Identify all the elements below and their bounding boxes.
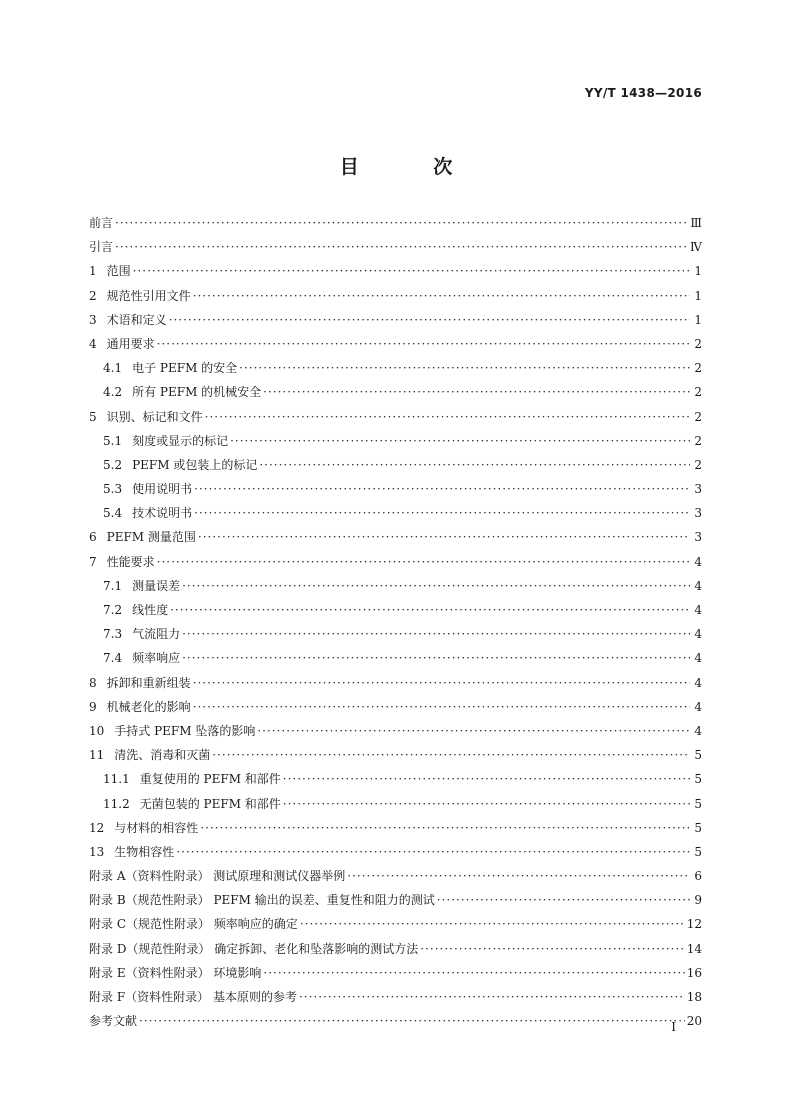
toc-entry[interactable] [89, 383, 702, 407]
toc-entry[interactable] [89, 214, 702, 238]
toc-entry[interactable] [89, 408, 702, 432]
toc-entry-label [89, 915, 298, 932]
toc-entry-number: 8 [89, 675, 97, 690]
toc-entry-text: 前言 [89, 216, 114, 230]
toc-entry-page: 5 [694, 748, 702, 763]
toc-entry-number: 9 [89, 699, 97, 714]
toc-entry-text: 附录 C（规范性附录） 频率响应的确定 [89, 917, 298, 932]
toc-entry-page: 2 [694, 336, 702, 351]
toc-entry-number: 7 [89, 554, 97, 569]
toc-entry-page: Ⅳ [690, 240, 702, 255]
toc-entry-text: 所有 PEFM 的机械安全 [132, 385, 262, 400]
toc-entry-page: 2 [694, 409, 702, 424]
toc-entry-page: 12 [686, 917, 702, 932]
dot-leader [420, 942, 684, 956]
toc-entry-label [89, 843, 174, 860]
toc-entry-number: 3 [89, 312, 97, 327]
toc-entry-page: 5 [694, 820, 702, 835]
toc-entry-page: 4 [694, 554, 702, 569]
dot-leader [157, 337, 690, 351]
dot-leader [263, 385, 690, 399]
toc-entry-label [89, 553, 155, 570]
toc-entry-label [89, 1012, 137, 1029]
toc-entry-text: 附录 F（资料性附录） 基本原则的参考 [89, 990, 297, 1004]
toc-entry-page: 3 [694, 530, 702, 545]
dot-leader [176, 845, 690, 859]
toc-entry-number: 13 [89, 844, 105, 859]
toc-entry-page: 1 [694, 264, 702, 279]
dot-leader [205, 410, 690, 424]
dot-leader [182, 627, 690, 641]
toc-entry-page: 6 [694, 869, 702, 884]
toc-entry[interactable] [89, 722, 702, 746]
toc-entry-label [89, 746, 210, 763]
toc-entry-number: 4 [89, 336, 97, 351]
toc-entry-page: 9 [694, 893, 702, 908]
toc-entry-page: 16 [686, 965, 702, 980]
toc-entry-text: 附录 A（资料性附录） 测试原理和测试仪器举例 [89, 869, 346, 884]
dot-leader [157, 555, 690, 569]
toc-entry-text: 生物相容性 [114, 844, 175, 859]
toc-entry-page: 4 [694, 675, 702, 690]
toc-entry-number: 4.1 [103, 361, 123, 376]
toc-entry-label [89, 988, 297, 1005]
toc-entry[interactable] [89, 311, 702, 335]
dot-leader [300, 917, 685, 931]
toc-entry-page: 3 [694, 482, 702, 497]
toc-entry[interactable] [89, 940, 702, 964]
toc-entry-label [89, 238, 113, 255]
toc-entry-label [89, 214, 113, 231]
toc-entry-label [103, 601, 168, 618]
toc-entry-label [89, 819, 198, 836]
toc-entry-page: 1 [694, 288, 702, 303]
toc-entry-page: 18 [686, 990, 702, 1004]
toc-entry[interactable] [89, 504, 702, 528]
toc-entry-text: 无菌包装的 PEFM 和部件 [139, 796, 281, 811]
toc-entry-text: 使用说明书 [132, 482, 193, 497]
toc-entry-label [103, 577, 180, 594]
toc-entry-page: 2 [694, 433, 702, 448]
toc-entry[interactable] [89, 915, 702, 939]
toc-entry-label [89, 528, 196, 545]
toc-entry[interactable] [89, 335, 702, 359]
page-number: I [671, 1020, 676, 1034]
toc-entry[interactable] [89, 480, 702, 504]
toc-entry-label [89, 408, 203, 425]
toc-entry[interactable] [89, 432, 702, 456]
dot-leader [230, 434, 690, 448]
toc-entry-label [103, 625, 180, 642]
toc-entry[interactable] [89, 262, 702, 286]
toc-entry-text: 术语和定义 [106, 312, 167, 327]
toc-entry-number: 5.2 [103, 457, 123, 472]
toc-entry[interactable] [89, 795, 702, 819]
toc-entry[interactable] [89, 770, 702, 794]
toc-entry-text: 范围 [106, 264, 131, 279]
toc-entry-page: 1 [694, 312, 702, 327]
toc-entry-page: 20 [686, 1014, 702, 1029]
toc-entry-text: 拆卸和重新组装 [106, 675, 191, 690]
toc-entry-page: 5 [694, 772, 702, 787]
toc-entry[interactable] [89, 553, 702, 577]
toc-entry-page: 2 [694, 361, 702, 376]
dot-leader [193, 676, 690, 690]
dot-leader [133, 264, 690, 278]
toc-entry-number: 11.1 [103, 772, 130, 787]
toc-entry[interactable] [89, 601, 702, 625]
toc-entry-label [89, 335, 155, 352]
toc-entry-page: 14 [686, 941, 702, 956]
dot-leader [239, 361, 690, 375]
toc-entry-page: 4 [694, 699, 702, 714]
toc-entry-number: 11 [89, 748, 105, 763]
toc-entry-text: 通用要求 [106, 336, 155, 351]
toc-entry-text: 测量误差 [132, 578, 181, 593]
toc-entry-number: 7.3 [103, 627, 123, 642]
toc-entry-text: 参考文献 [89, 1014, 138, 1029]
toc-entry[interactable] [89, 746, 702, 770]
toc-entry-label [89, 698, 191, 715]
toc-entry-label [89, 262, 131, 279]
dot-leader [437, 893, 690, 907]
toc-entry[interactable] [89, 456, 702, 480]
dot-leader [115, 216, 688, 230]
toc-entry-label [103, 359, 237, 376]
toc-entry-label [89, 867, 345, 884]
page-title: 目 次 [339, 156, 487, 178]
toc-entry-text: 附录 B（规范性附录） PEFM 输出的误差、重复性和阻力的测试 [89, 893, 435, 908]
toc-entry[interactable] [89, 528, 702, 552]
dot-leader [182, 651, 690, 665]
dot-leader [198, 530, 690, 544]
dot-leader [193, 289, 690, 303]
dot-leader [169, 313, 690, 327]
toc-entry-number: 5.1 [103, 433, 123, 448]
toc-entry-label [103, 383, 261, 400]
toc-entry[interactable] [89, 625, 702, 649]
toc-entry-number: 4.2 [103, 385, 123, 400]
toc-entry-text: 手持式 PEFM 坠落的影响 [114, 723, 256, 738]
toc-entry-page: Ⅲ [690, 216, 702, 230]
toc-entry-page: 5 [694, 796, 702, 811]
toc-entry[interactable] [89, 698, 702, 722]
toc-entry-label [103, 456, 257, 473]
toc-entry-page: 4 [694, 651, 702, 666]
toc-entry-text: 附录 D（规范性附录） 确定拆卸、老化和坠落影响的测试方法 [89, 941, 419, 956]
dot-leader [170, 603, 690, 617]
toc-entry-label [89, 311, 167, 328]
toc-entry-label [89, 722, 255, 739]
dot-leader [212, 748, 690, 762]
toc-entry-page: 5 [694, 844, 702, 859]
toc-entry[interactable] [89, 819, 702, 843]
toc-entry-text: 气流阻力 [132, 627, 181, 642]
toc-entry[interactable] [89, 843, 702, 867]
toc-entry-number: 7.4 [103, 651, 123, 666]
dot-leader [194, 506, 690, 520]
dot-leader [347, 869, 690, 883]
dot-leader [182, 579, 690, 593]
toc-entry-page: 4 [694, 603, 702, 617]
toc-entry-label [89, 287, 191, 304]
toc-entry-text: 与材料的相容性 [114, 820, 199, 835]
toc-entry-label [103, 504, 192, 521]
toc-entry-label [89, 964, 261, 981]
dot-leader [193, 700, 690, 714]
toc-entry-text: 电子 PEFM 的安全 [132, 361, 238, 376]
table-of-contents [89, 214, 702, 1036]
toc-entry-text: 刻度或显示的标记 [132, 433, 229, 448]
toc-entry-text: 清洗、消毒和灭菌 [114, 748, 211, 763]
toc-entry-page: 2 [694, 385, 702, 400]
dot-leader [200, 821, 690, 835]
toc-entry-label [103, 432, 228, 449]
toc-entry-label [103, 480, 192, 497]
toc-entry-text: 技术说明书 [132, 506, 193, 521]
toc-entry-number: 11.2 [103, 796, 130, 811]
toc-entry-text: 性能要求 [106, 554, 155, 569]
standard-number: YY/T 1438—2016 [584, 86, 702, 100]
dot-leader [257, 724, 690, 738]
dot-leader [139, 1014, 685, 1028]
toc-entry[interactable] [89, 867, 702, 891]
toc-entry[interactable] [89, 1012, 702, 1036]
toc-entry[interactable] [89, 359, 702, 383]
toc-entry-page: 4 [694, 723, 702, 738]
toc-entry[interactable] [89, 674, 702, 698]
toc-entry-page: 4 [694, 627, 702, 642]
toc-entry-number: 10 [89, 723, 105, 738]
dot-leader [115, 240, 688, 254]
toc-entry-number: 5.3 [103, 482, 123, 497]
toc-entry-number: 6 [89, 530, 97, 545]
toc-entry-text: PEFM 或包装上的标记 [132, 457, 258, 472]
toc-entry-page: 2 [694, 457, 702, 472]
toc-entry-label [103, 795, 281, 812]
toc-entry-text: 引言 [89, 240, 114, 255]
toc-entry[interactable] [89, 287, 702, 311]
toc-entry-text: 频率响应 [132, 651, 181, 666]
dot-leader [299, 990, 685, 1004]
toc-entry-label [89, 940, 418, 957]
toc-entry-text: PEFM 测量范围 [106, 530, 196, 545]
toc-entry[interactable] [89, 238, 702, 262]
dot-leader [194, 482, 690, 496]
toc-entry-number: 5 [89, 409, 97, 424]
toc-entry-text: 线性度 [132, 603, 169, 617]
toc-entry-text: 重复使用的 PEFM 和部件 [139, 772, 281, 787]
toc-entry-number: 1 [89, 264, 97, 279]
toc-entry-label [103, 770, 281, 787]
toc-entry-page: 3 [694, 506, 702, 521]
toc-entry[interactable] [89, 988, 702, 1012]
toc-entry-text: 机械老化的影响 [106, 699, 191, 714]
toc-entry-number: 12 [89, 820, 105, 835]
toc-entry-text: 附录 E（资料性附录） 环境影响 [89, 965, 262, 980]
dot-leader [283, 797, 690, 811]
dot-leader [283, 772, 690, 786]
dot-leader [259, 458, 690, 472]
toc-entry[interactable] [89, 891, 702, 915]
toc-entry-label [103, 649, 180, 666]
toc-entry-number: 7.2 [103, 603, 123, 617]
toc-entry-text: 识别、标记和文件 [106, 409, 203, 424]
toc-entry-number: 2 [89, 288, 97, 303]
dot-leader [263, 966, 684, 980]
toc-entry[interactable] [89, 577, 702, 601]
toc-entry-label [89, 891, 435, 908]
toc-entry-number: 7.1 [103, 578, 123, 593]
toc-entry-page: 4 [694, 578, 702, 593]
toc-entry-text: 规范性引用文件 [106, 288, 191, 303]
toc-entry[interactable] [89, 649, 702, 673]
toc-entry-label [89, 674, 191, 691]
toc-entry[interactable] [89, 964, 702, 988]
toc-entry-number: 5.4 [103, 506, 123, 521]
